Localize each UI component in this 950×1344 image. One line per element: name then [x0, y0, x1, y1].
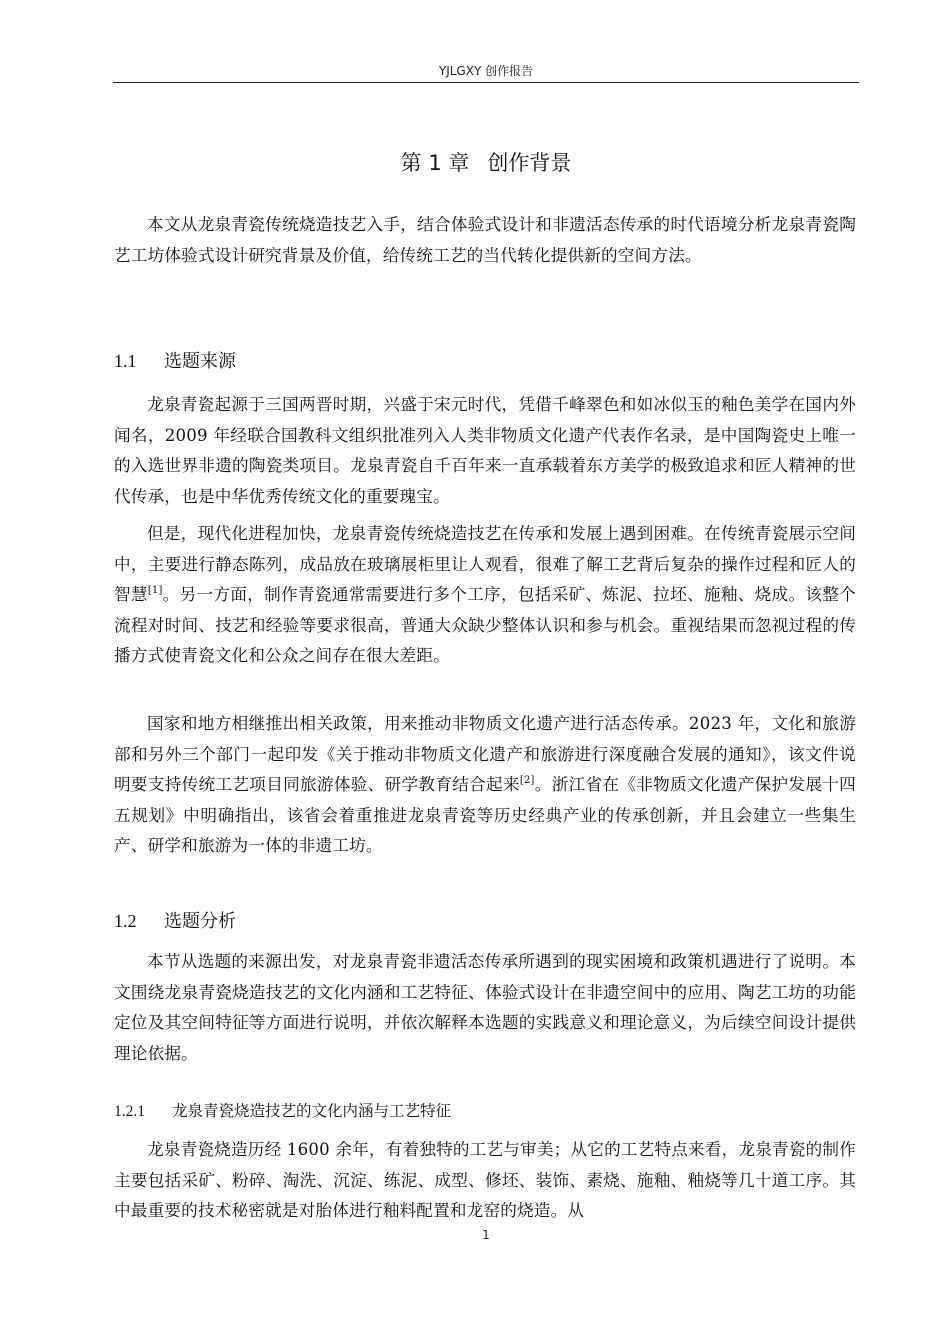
section-heading-1-1 [114, 346, 854, 377]
paragraph-1-2-1-craft: 龙泉青瓷烧造历经 1600 余年，有着独特的工艺与审美；从它的工艺特点来看，龙泉青瓷的制作主要包括采矿、粉碎、淘洗、沉淀、练泥、成型、修坯、装饰、素烧、施釉、釉烧等几十道工序。其中最重要的技术秘密就是对胎体进行釉料配置和龙窑的烧造。从 [114, 1140, 856, 1220]
citation-ref: [1] [147, 585, 163, 596]
section-number: 1.2.1 [114, 1103, 145, 1120]
section-title: 选题来源 [164, 351, 236, 372]
header-divider [113, 82, 859, 83]
paragraph-text: 。另一方面，制作青瓷通常需要进行多个工序，包括采矿、炼泥、拉坯、施釉、烧成。该整个流程对时间、技艺和经验等要求很高，普通大众缺少整体认识和参与机会。重视结果而忽视过程的传播方式使青瓷文化和公众之间存在很大差距。 [114, 585, 856, 665]
paragraph-text: 国家和地方相继推出相关政策，用来推动非物质文化遗产进行活态传承。2023 年，文化和旅游部和另外三个部门一起印发《关于推动非物质文化遗产和旅游进行深度融合发展的通知》，该文件说明要支持传统工艺项目同旅游体验、研学教育结合起来 [114, 714, 856, 794]
paragraph-1-1-policy [114, 709, 856, 862]
chapter-intro-paragraph: 本文从龙泉青瓷传统烧造技艺入手，结合体验式设计和非遗活态传承的时代语境分析龙泉青瓷陶艺工坊体验式设计研究背景及价值，给传统工艺的当代转化提供新的空间方法。 [114, 215, 856, 265]
paragraph-text: 但是，现代化进程加快，龙泉青瓷传统烧造技艺在传承和发展上遇到困难。在传统青瓷展示空间中，主要进行静态陈列，成品放在玻璃展柜里让人观看，很难了解工艺背后复杂的操作过程和匠人的智慧 [114, 524, 856, 604]
paragraph-1-1-origin: 龙泉青瓷起源于三国两晋时期，兴盛于宋元时代，凭借千峰翠色和如冰似玉的釉色美学在国内外闻名，2009 年经联合国教科文组织批准列入人类非物质文化遗产代表作名录，是中国陶瓷史上唯一的入选世界非遗的陶瓷类项目。龙泉青瓷自千百年来一直承载着东方美学的极致追求和匠人精神的世代传承，也是中华优秀传统文化的重要瑰宝。 [114, 395, 856, 506]
section-heading-1-2-1 [114, 1097, 854, 1126]
section-title: 选题分析 [164, 911, 236, 932]
paragraph-1-2-overview: 本节从选题的来源出发，对龙泉青瓷非遗活态传承所遇到的现实困境和政策机遇进行了说明。本文围绕龙泉青瓷烧造技艺的文化内涵和工艺特征、体验式设计在非遗空间中的应用、陶艺工坊的功能定位及其空间特征等方面进行说明，并依次解释本选题的实践意义和理论意义，为后续空间设计提供理论依据。 [114, 952, 856, 1063]
chapter-title-text: 创作背景 [487, 151, 572, 175]
section-title: 龙泉青瓷烧造技艺的文化内涵与工艺特征 [172, 1102, 452, 1120]
section-number: 1.1 [114, 351, 137, 371]
section-number: 1.2 [114, 911, 137, 931]
paragraph-1-1-difficulties [114, 519, 856, 672]
page-number: 1 [482, 1228, 490, 1242]
running-header: YJLGXY 创作报告 [438, 64, 534, 78]
paragraph-text: 。浙江省在《非物质文化遗产保护发展十四五规划》中明确指出，该省会着重推进龙泉青瓷等历史经典产业的传承创新，并且会建立一些集生产、研学和旅游为一体的非遗工坊。 [114, 775, 856, 855]
chapter-title [113, 146, 859, 180]
citation-ref: [2] [519, 775, 535, 786]
section-heading-1-2 [114, 906, 854, 937]
chapter-number: 第 1 章 [400, 151, 470, 175]
